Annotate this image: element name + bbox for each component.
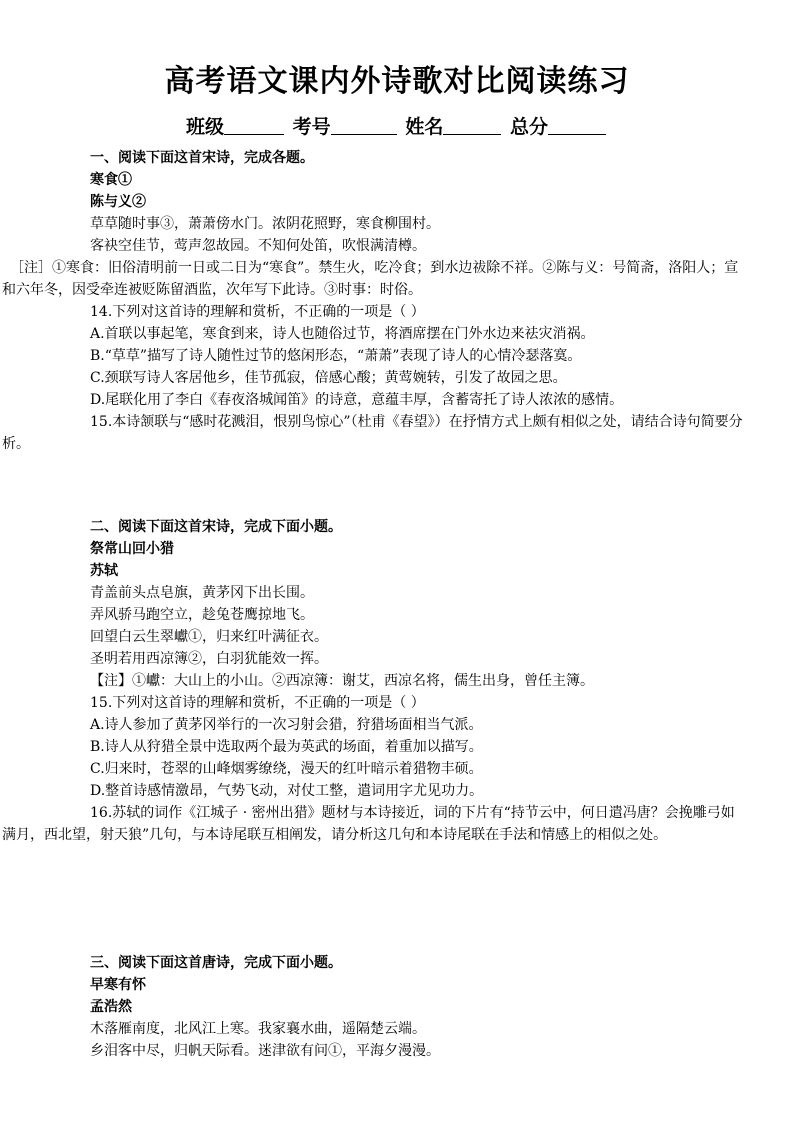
question-15-option-b: B.诗人从狩猎全景中选取两个最为英武的场面，着重加以描写。 xyxy=(90,739,483,755)
section-2-heading: 二、阅读下面这首宋诗，完成下面小题。 xyxy=(90,519,342,535)
section-1-poem-title: 寒食① xyxy=(90,172,132,188)
section-3-poem-line: 木落雁南度，北风江上寒。我家襄水曲，遥隔楚云端。 xyxy=(90,1021,426,1037)
question-15-section-2: 15.下列对这首诗的理解和赏析，不正确的一项是（ ） xyxy=(90,695,425,711)
question-15-option-c: C.归来时，苍翠的山峰烟雾缭绕，漫天的红叶暗示着猎物丰硕。 xyxy=(90,761,483,777)
number-label: 考号 xyxy=(292,116,331,138)
student-info-line xyxy=(0,114,794,140)
question-16: 16.苏轼的词作《江城子 · 密州出猎》题材与本诗接近，词的下片有“持节云中，何日遣冯唐？会挽雕弓如满月，西北望，射天狼”几句，与本诗尾联互相阐发，请分析这几句和本诗尾联在手法和情感上的相似之处。 xyxy=(2,805,735,843)
question-14-option-a: A.首联以事起笔，寒食到来，诗人也随俗过节，将酒席摆在门外水边来祛灾消祸。 xyxy=(90,326,595,342)
question-14-option-b: B.“草草”描写了诗人随性过节的悠闲形态，“萧萧”表现了诗人的心情冷瑟落寞。 xyxy=(90,348,582,364)
section-2-poem-line: 弄风骄马跑空立，趁兔苍鹰掠地飞。 xyxy=(90,607,314,623)
page-title: 高考语文课内外诗歌对比阅读练习 xyxy=(164,64,630,99)
name-blank[interactable] xyxy=(443,114,501,135)
number-blank[interactable] xyxy=(331,114,397,135)
section-2-poem-line: 圣明若用西凉簿②，白羽犹能效一挥。 xyxy=(90,651,328,667)
section-3-poem-line: 乡泪客中尽，归帆天际看。迷津欲有问①，平海夕漫漫。 xyxy=(90,1043,440,1059)
section-2-poem-title: 祭常山回小猎 xyxy=(90,541,174,557)
section-2-author: 苏轼 xyxy=(90,563,118,579)
section-1 xyxy=(2,147,750,455)
section-3-author: 孟浩然 xyxy=(90,999,132,1015)
class-label: 班级 xyxy=(186,116,225,138)
score-blank[interactable] xyxy=(548,114,606,135)
section-2-poem-line: 青盖前头点皂旗，黄茅冈下出长围。 xyxy=(90,585,314,601)
section-1-poem-line: 草草随时事③，萧萧傍水门。浓阴花照野，寒食柳围村。 xyxy=(90,216,440,232)
section-2-note: 【注】①巘：大山上的小山。②西凉簿：谢艾，西凉名将，儒生出身，曾任主簿。 xyxy=(90,673,594,689)
section-1-author: 陈与义② xyxy=(90,194,146,210)
section-3-poem-title: 早寒有怀 xyxy=(90,977,146,993)
name-label: 姓名 xyxy=(405,116,444,138)
question-14: 14.下列对这首诗的理解和赏析，不正确的一项是（ ） xyxy=(90,304,425,320)
section-2 xyxy=(2,516,750,846)
question-14-option-d: D.尾联化用了李白《春夜洛城闻笛》的诗意，意蕴丰厚，含蓄寄托了诗人浓浓的感情。 xyxy=(90,392,624,408)
section-1-note: ［注］①寒食：旧俗清明前一日或二日为“寒食”。禁生火，吃冷食；到水边祓除不祥。②陈与义：号简斋，洛阳人；宣和六年冬，因受牵连被贬陈留酒监，次年写下此诗。③时事：时俗。 xyxy=(2,260,739,298)
section-1-poem-line: 客袂空佳节，莺声忽故园。不知何处笛，吹恨满清樽。 xyxy=(90,238,426,254)
question-15-option-d: D.整首诗感情激昂，气势飞动，对仗工整，遣词用字尤见功力。 xyxy=(90,783,484,799)
question-14-option-c: C.颈联写诗人客居他乡，佳节孤寂，倍感心酸；黄莺婉转，引发了故园之思。 xyxy=(90,370,567,386)
score-label: 总分 xyxy=(509,116,548,138)
question-15-option-a: A.诗人参加了黄茅冈举行的一次习射会猎，狩猎场面相当气派。 xyxy=(90,717,483,733)
class-blank[interactable] xyxy=(224,114,284,135)
question-15-section-1: 15.本诗颔联与“感时花溅泪，恨别鸟惊心”（杜甫《春望》）在抒情方式上颇有相似之处，请结合诗句简要分析。 xyxy=(2,414,743,452)
section-3 xyxy=(90,952,750,1062)
section-3-heading: 三、阅读下面这首唐诗，完成下面小题。 xyxy=(90,955,342,971)
section-2-poem-line: 回望白云生翠巘①，归来红叶满征衣。 xyxy=(90,629,328,645)
section-1-heading: 一、阅读下面这首宋诗，完成各题。 xyxy=(90,150,314,166)
